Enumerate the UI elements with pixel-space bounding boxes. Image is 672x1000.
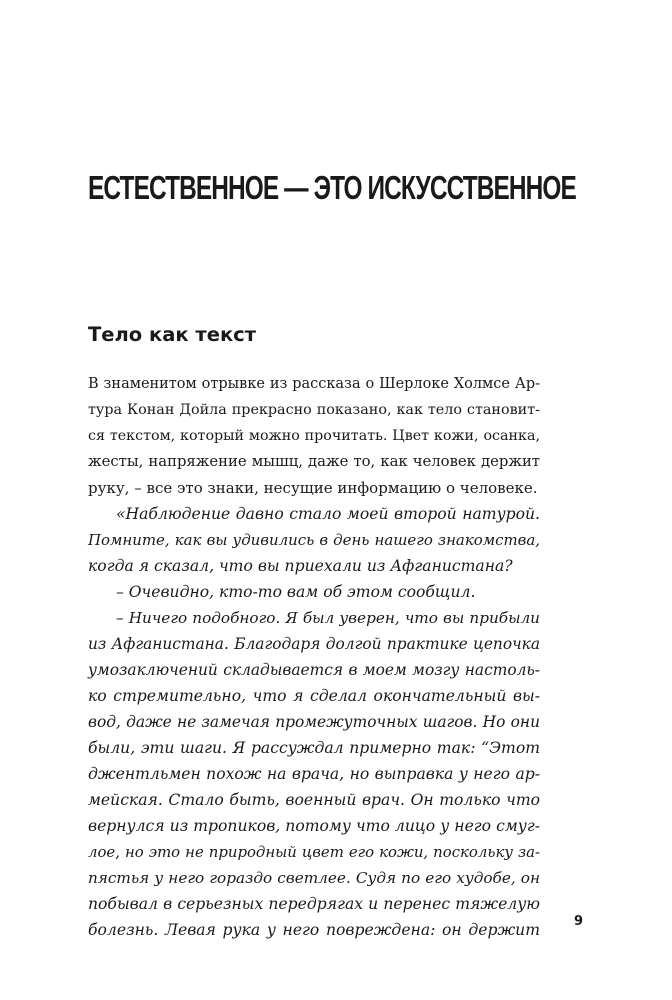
quote-line: болезнь. Левая рука у него повреждена: он держит bbox=[88, 921, 540, 939]
quote-line: «Наблюдение давно стало моей второй натурой. bbox=[116, 505, 540, 523]
quote-line: – Очевидно, кто-то вам об этом сообщил. bbox=[116, 583, 476, 601]
quote-line: умозаключений складывается в моем мозгу настоль- bbox=[88, 661, 540, 679]
page-number: 9 bbox=[574, 914, 584, 929]
text-line: В знаменитом отрывке из рассказа о Шерлоке Холмсе Ар- bbox=[88, 376, 540, 392]
quote-line: из Афганистана. Благодаря долгой практике цепочка bbox=[88, 635, 540, 653]
text-line: руку, – все это знаки, несущие информацию о человеке. bbox=[88, 479, 538, 497]
quote-line: были, эти шаги. Я рассуждал примерно так: “Этот bbox=[88, 739, 540, 757]
quote-line: лое, но это не природный цвет его кожи, поскольку за- bbox=[88, 843, 540, 861]
section-heading: Тело как текст bbox=[88, 323, 257, 346]
quote-line: Помните, как вы удивились в день нашего знакомства, bbox=[88, 531, 540, 549]
quote-line: мейская. Стало быть, военный врач. Он только что bbox=[88, 791, 540, 809]
body-text bbox=[88, 371, 540, 943]
text-line: тура Конан Дойла прекрасно показано, как тело становит- bbox=[88, 402, 540, 418]
quote-line: вод, даже не замечая промежуточных шагов. Но они bbox=[88, 713, 540, 731]
quote-line: пястья у него гораздо светлее. Судя по его худобе, он bbox=[88, 869, 540, 887]
quote-line: джентльмен похож на врача, но выправка у него ар- bbox=[88, 765, 540, 783]
chapter-title: ЕСТЕСТВЕННОЕ — ЭТО ИСКУССТВЕННОЕ bbox=[88, 169, 576, 206]
quote-line: побывал в серьезных передрягах и перенес тяжелую bbox=[88, 895, 540, 913]
text-line: ся текстом, который можно прочитать. Цвет кожи, осанка, bbox=[88, 428, 540, 444]
quote-line: ко стремительно, что я сделал окончательный вы- bbox=[88, 687, 540, 705]
quote-line: когда я сказал, что вы приехали из Афганистана? bbox=[88, 557, 513, 575]
quote-line: вернулся из тропиков, потому что лицо у него смуг- bbox=[88, 817, 540, 835]
quote-line: – Ничего подобного. Я был уверен, что вы прибыли bbox=[116, 609, 540, 627]
text-line: жесты, напряжение мышц, даже то, как человек держит bbox=[88, 453, 540, 470]
